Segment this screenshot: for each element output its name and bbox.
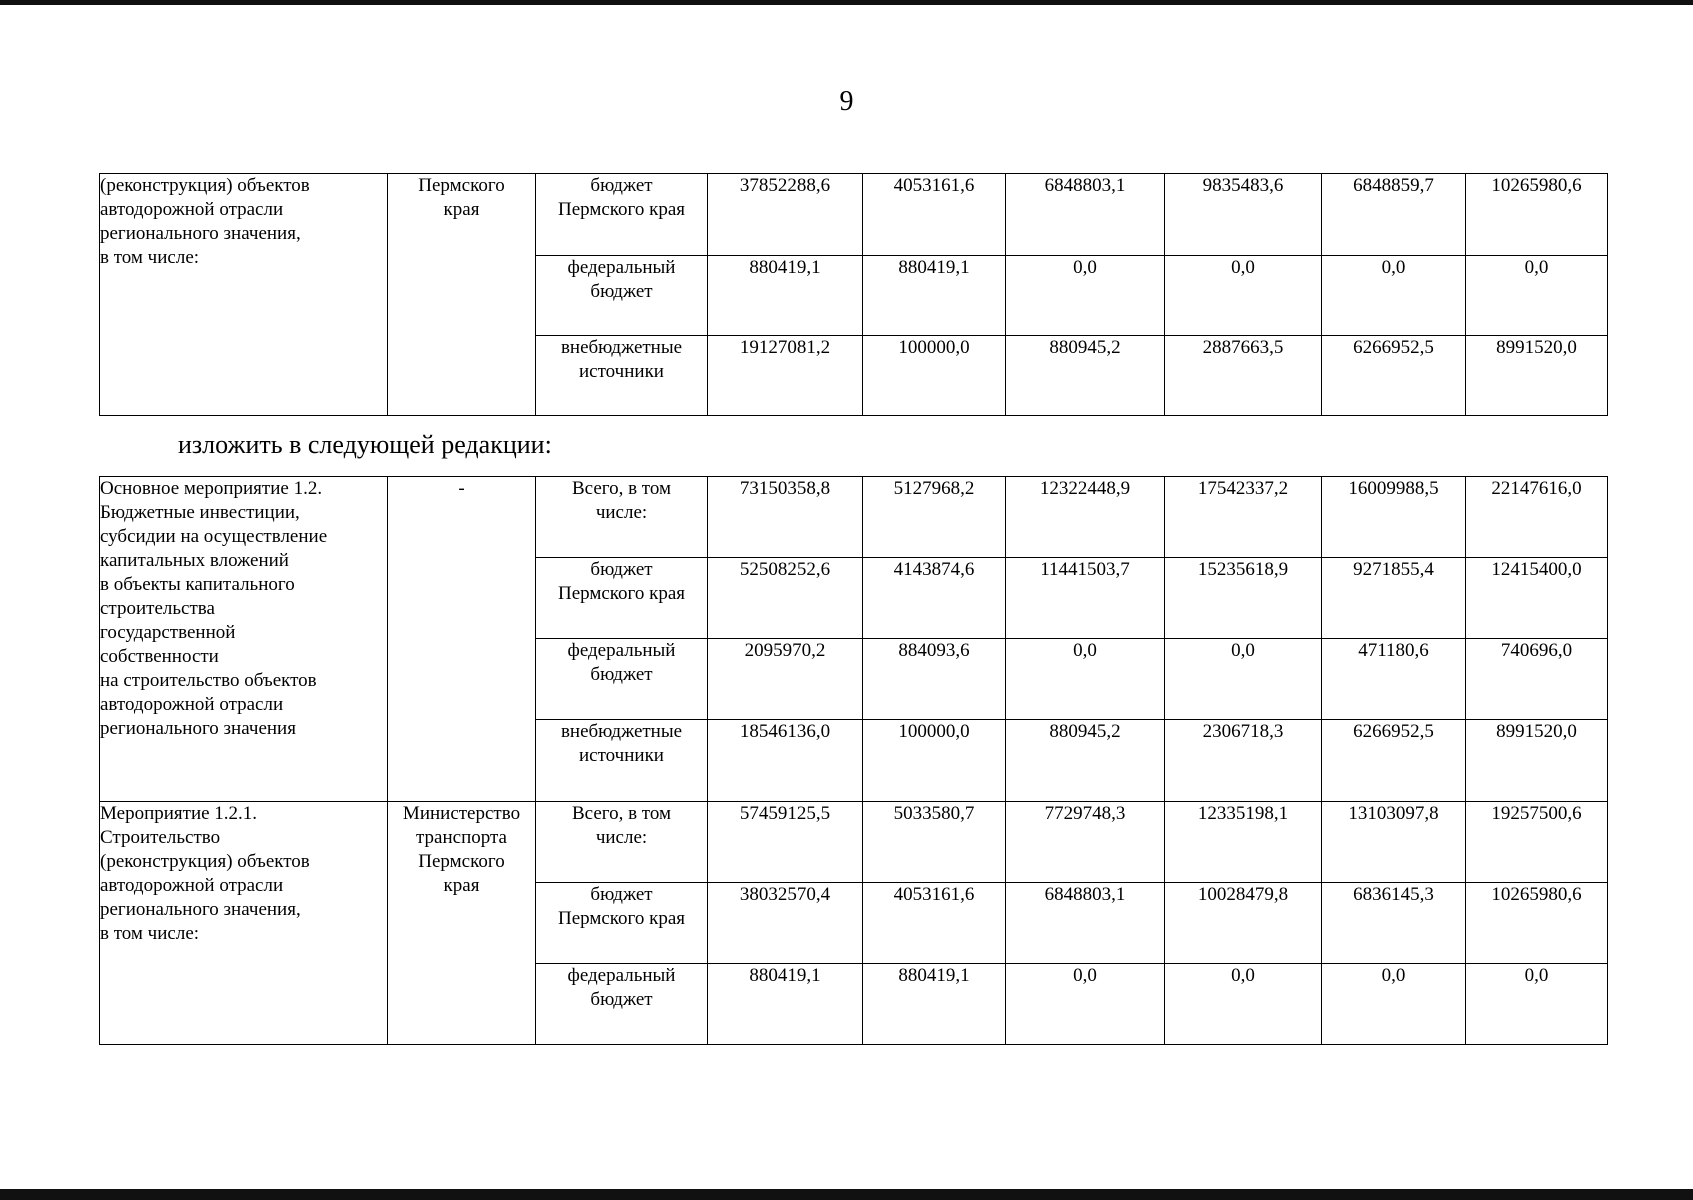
funding-source: бюджет Пермского края — [536, 558, 708, 639]
amendment-phrase: изложить в следующей редакции: — [178, 430, 552, 459]
value-cell: 12335198,1 — [1165, 802, 1322, 883]
value-cell: 19127081,2 — [708, 336, 863, 416]
value-cell: 0,0 — [1006, 256, 1165, 336]
value-cell: 17542337,2 — [1165, 477, 1322, 558]
value-cell: 880419,1 — [863, 964, 1006, 1045]
value-cell: 6266952,5 — [1322, 336, 1466, 416]
value-cell: 57459125,5 — [708, 802, 863, 883]
value-cell: 6848803,1 — [1006, 174, 1165, 256]
value-cell: 5127968,2 — [863, 477, 1006, 558]
value-cell: 9271855,4 — [1322, 558, 1466, 639]
value-cell: 880419,1 — [863, 256, 1006, 336]
value-cell: 0,0 — [1322, 256, 1466, 336]
value-cell: 52508252,6 — [708, 558, 863, 639]
value-cell: 4143874,6 — [863, 558, 1006, 639]
value-cell: 740696,0 — [1466, 639, 1608, 720]
value-cell: 6836145,3 — [1322, 883, 1466, 964]
activity-description: Мероприятие 1.2.1. Строительство (реконструкция) объектов автодорожной отрасли регионального значения, в том числе: — [100, 802, 388, 1045]
value-cell: 8991520,0 — [1466, 720, 1608, 802]
executor-cell: - — [388, 477, 536, 802]
activity-description: Основное мероприятие 1.2. Бюджетные инвестиции, субсидии на осуществление капитальных вложений в объекты капитального строительства государственной собственности на строительство объектов автодорожной отрасли регионального значения — [100, 477, 388, 802]
value-cell: 11441503,7 — [1006, 558, 1165, 639]
activity-description: (реконструкция) объектов автодорожной отрасли регионального значения, в том числе: — [100, 174, 388, 416]
value-cell: 16009988,5 — [1322, 477, 1466, 558]
value-cell: 7729748,3 — [1006, 802, 1165, 883]
value-cell: 471180,6 — [1322, 639, 1466, 720]
value-cell: 22147616,0 — [1466, 477, 1608, 558]
value-cell: 18546136,0 — [708, 720, 863, 802]
value-cell: 2095970,2 — [708, 639, 863, 720]
value-cell: 880419,1 — [708, 256, 863, 336]
value-cell: 19257500,6 — [1466, 802, 1608, 883]
value-cell: 880945,2 — [1006, 720, 1165, 802]
value-cell: 4053161,6 — [863, 883, 1006, 964]
value-cell: 0,0 — [1165, 639, 1322, 720]
value-cell: 0,0 — [1165, 256, 1322, 336]
value-cell: 10028479,8 — [1165, 883, 1322, 964]
value-cell: 4053161,6 — [863, 174, 1006, 256]
funding-source: внебюджетные источники — [536, 336, 708, 416]
value-cell: 2887663,5 — [1165, 336, 1322, 416]
value-cell: 6266952,5 — [1322, 720, 1466, 802]
funding-source: бюджет Пермского края — [536, 883, 708, 964]
table-row — [100, 802, 1608, 883]
value-cell: 15235618,9 — [1165, 558, 1322, 639]
budget-table-old — [99, 173, 1608, 416]
scan-edge-top — [0, 0, 1693, 5]
value-cell: 0,0 — [1322, 964, 1466, 1045]
table-row — [100, 477, 1608, 558]
table-row — [100, 174, 1608, 256]
funding-source: федеральный бюджет — [536, 639, 708, 720]
value-cell: 5033580,7 — [863, 802, 1006, 883]
value-cell: 100000,0 — [863, 720, 1006, 802]
value-cell: 880945,2 — [1006, 336, 1165, 416]
executor-cell: Министерство транспорта Пермского края — [388, 802, 536, 1045]
funding-source: Всего, в том числе: — [536, 802, 708, 883]
funding-source: федеральный бюджет — [536, 256, 708, 336]
value-cell: 10265980,6 — [1466, 174, 1608, 256]
value-cell: 0,0 — [1466, 964, 1608, 1045]
executor-cell: Пермского края — [388, 174, 536, 416]
value-cell: 13103097,8 — [1322, 802, 1466, 883]
value-cell: 12322448,9 — [1006, 477, 1165, 558]
value-cell: 12415400,0 — [1466, 558, 1608, 639]
budget-table-new — [99, 476, 1608, 1045]
value-cell: 9835483,6 — [1165, 174, 1322, 256]
funding-source: Всего, в том числе: — [536, 477, 708, 558]
funding-source: федеральный бюджет — [536, 964, 708, 1045]
value-cell: 0,0 — [1006, 639, 1165, 720]
value-cell: 6848803,1 — [1006, 883, 1165, 964]
value-cell: 8991520,0 — [1466, 336, 1608, 416]
scan-edge-bottom — [0, 1189, 1693, 1200]
value-cell: 73150358,8 — [708, 477, 863, 558]
value-cell: 880419,1 — [708, 964, 863, 1045]
value-cell: 100000,0 — [863, 336, 1006, 416]
value-cell: 0,0 — [1466, 256, 1608, 336]
value-cell: 10265980,6 — [1466, 883, 1608, 964]
page-number: 9 — [839, 86, 854, 117]
value-cell: 884093,6 — [863, 639, 1006, 720]
value-cell: 6848859,7 — [1322, 174, 1466, 256]
funding-source: внебюджетные источники — [536, 720, 708, 802]
value-cell: 0,0 — [1165, 964, 1322, 1045]
value-cell: 38032570,4 — [708, 883, 863, 964]
funding-source: бюджет Пермского края — [536, 174, 708, 256]
value-cell: 37852288,6 — [708, 174, 863, 256]
value-cell: 0,0 — [1006, 964, 1165, 1045]
value-cell: 2306718,3 — [1165, 720, 1322, 802]
